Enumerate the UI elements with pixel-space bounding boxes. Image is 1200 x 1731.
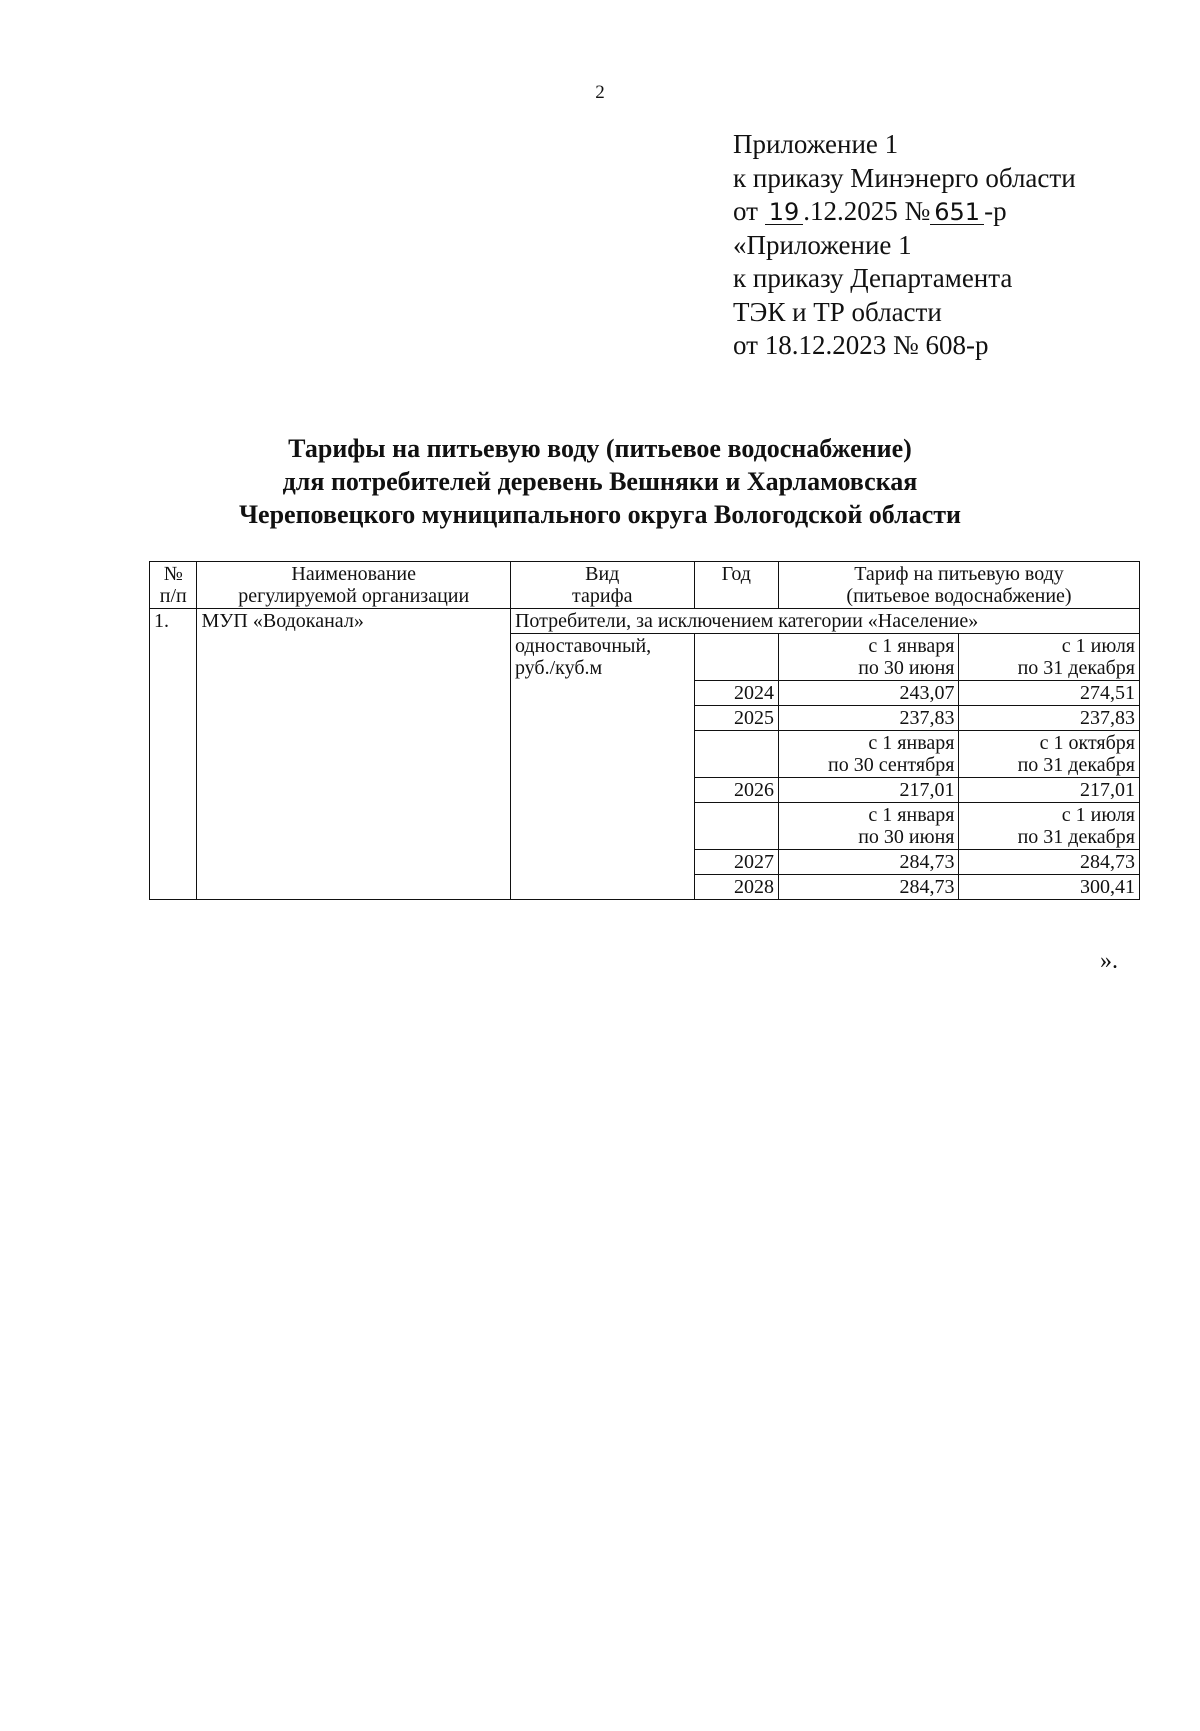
year-cell-empty [694,803,778,850]
year-cell: 2028 [694,875,778,900]
appendix-line: к приказу Департамента [733,263,1013,293]
header-tariff: Тариф на питьевую воду (питьевое водоснабжение) [779,562,1140,609]
date-middle: .12.2025 № [803,196,931,226]
appendix-line: «Приложение 1 [733,229,912,260]
header-num: № п/п [150,562,197,609]
tariff-kind: одноставочный, руб./куб.м [510,634,694,900]
header-kind: Вид тарифа [510,562,694,609]
title-line: Тарифы на питьевую воду (питьевое водоснабжение) [288,434,912,463]
header-org: Наименование регулируемой организации [197,562,510,609]
row-number: 1. [150,609,197,900]
title-line: для потребителей деревень Вешняки и Харламовская [282,467,918,496]
value-cell: 217,01 [779,778,959,803]
value-cell: 237,83 [959,706,1140,731]
organization-name: МУП «Водоканал» [197,609,510,900]
appendix-line: к приказу Минэнерго области [733,162,1076,193]
handwritten-day: 19 [765,200,804,225]
year-cell-empty [694,634,778,681]
value-cell: 243,07 [779,681,959,706]
handwritten-order-number: 651 [930,200,984,225]
period-cell: с 1 июля по 31 декабря [959,634,1140,681]
appendix-date-line [733,195,1076,229]
document-title [0,432,1200,531]
period-cell: с 1 января по 30 июня [779,803,959,850]
header-year: Год [694,562,778,609]
value-cell: 300,41 [959,875,1140,900]
value-cell: 237,83 [779,706,959,731]
consumer-category: Потребители, за исключением категории «Население» [510,609,1139,634]
value-cell: 274,51 [959,681,1140,706]
value-cell: 284,73 [779,850,959,875]
appendix-line: от 18.12.2023 № 608-р [733,330,989,360]
value-cell: 217,01 [959,778,1140,803]
value-cell: 284,73 [959,850,1140,875]
table-row [150,609,1140,634]
period-cell: с 1 июля по 31 декабря [959,803,1140,850]
year-cell: 2025 [694,706,778,731]
tariff-table [149,561,1140,900]
title-line: Череповецкого муниципального округа Вологодской области [238,500,962,529]
table-header-row [150,562,1140,609]
year-cell-empty [694,731,778,778]
date-suffix: -р [984,196,1007,226]
page-number: 2 [595,82,605,103]
appendix-header [733,128,1076,363]
appendix-line: ТЭК и ТР области [733,296,942,327]
year-cell: 2026 [694,778,778,803]
appendix-line: Приложение 1 [733,129,899,159]
value-cell: 284,73 [779,875,959,900]
year-cell: 2027 [694,850,778,875]
closing-quote: ». [1100,948,1118,974]
period-cell: с 1 октября по 31 декабря [959,731,1140,778]
period-cell: с 1 января по 30 июня [779,634,959,681]
year-cell: 2024 [694,681,778,706]
period-cell: с 1 января по 30 сентября [779,731,959,778]
date-prefix: от [733,196,765,226]
